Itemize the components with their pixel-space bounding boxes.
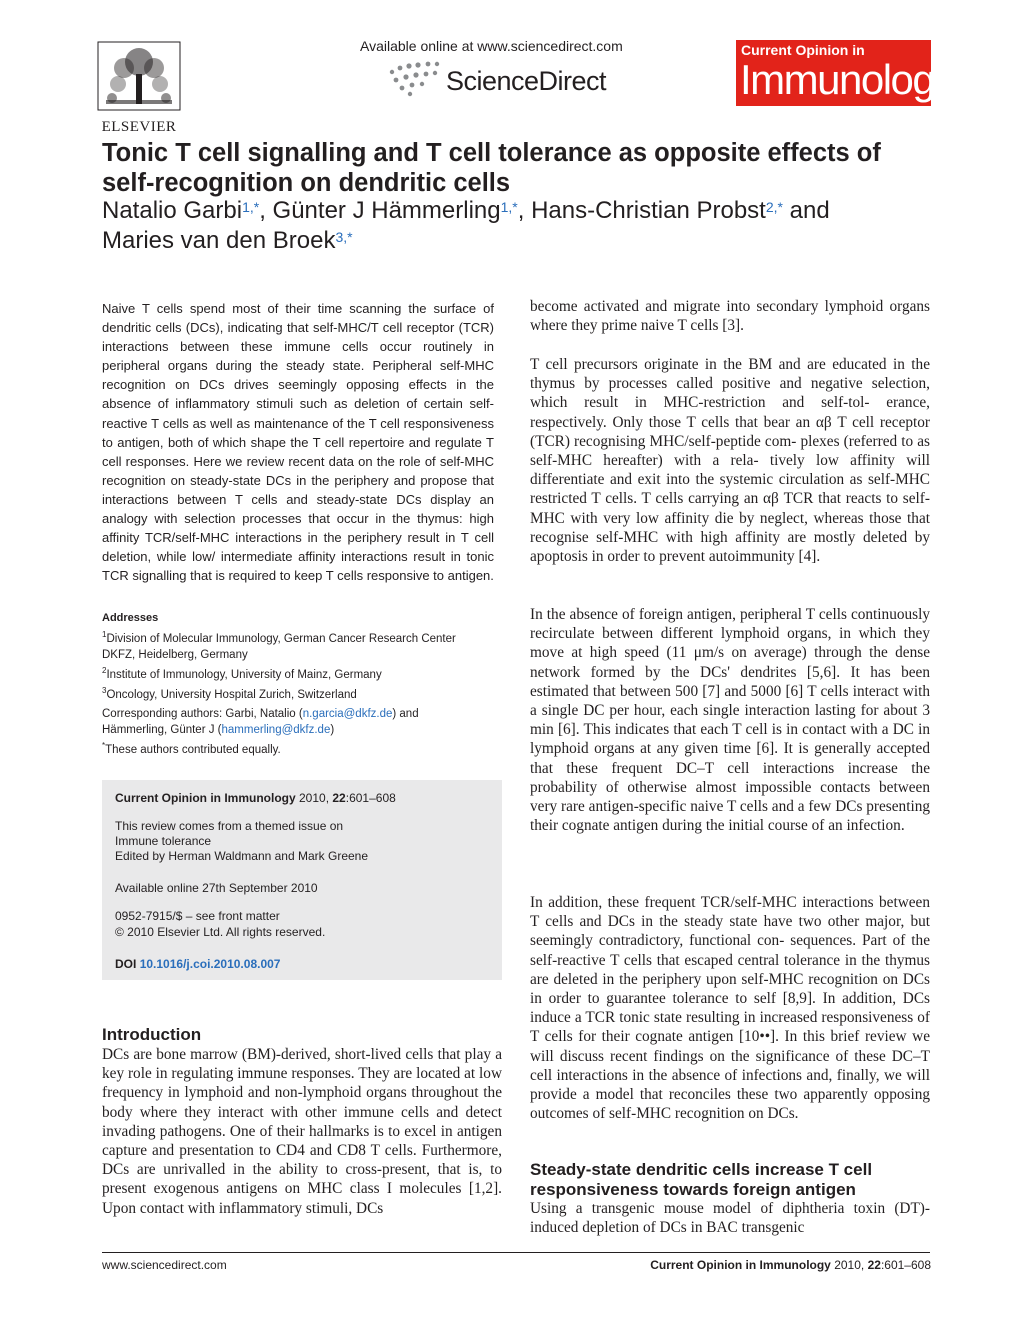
address-item bbox=[102, 647, 502, 663]
citation-year: 2010, bbox=[299, 791, 330, 805]
journal-name: Current Opinion in Immunology bbox=[115, 791, 296, 805]
footer-citation bbox=[600, 1258, 931, 1272]
address-text: Institute of Immunology, University of Mainz, Germany bbox=[106, 668, 382, 681]
corresp-text: ) bbox=[330, 724, 335, 736]
introduction-heading: Introduction bbox=[102, 1025, 202, 1044]
elsevier-tree-icon bbox=[96, 40, 182, 112]
citation-pages: :601–608 bbox=[345, 791, 396, 805]
body-paragraph: In the absence of foreign antigen, peripheral T cells continuously recirculate between different lymphoid organs, in which they move at high speed (11 μm/s on average) through the dense network formed by the DCs' dendrites [5,6]. It has been estimated that between 500 [7] and 5000 [6] T cells interact with a single DC per hour, each single interaction lasting for about 3 min [6]. This indicates that each T cell is in contact with a DC in lymphoid organs at any given time [6]. It is generally accepted that these frequent DC–T cell interactions increase the probability of otherwise almost impossible contacts between very rare antigen-specific naive T cells and a few DCs presenting their cognate antigen during the initial course of an infection. bbox=[530, 606, 930, 835]
author-name: Hans-Christian Probst bbox=[531, 197, 766, 224]
body-paragraph: In addition, these frequent TCR/self-MHC interactions between T cells and DCs in the steady state have two other major, but seemingly contradictory, functional con- sequences. Part of the self-reactive T cells that escaped central tolerance in the thymus are deleted in the periphery upon self-MHC recognition on DCs in order to guarantee tolerance to self [8,9]. In addition, DCs induce a TCR tonic state resulting in increased responsiveness of T cells for their cognate antigen [10••]. In this brief review we will discuss recent findings on the significance of these DC–T cell interactions in the absence of infections and, finally, we will provide a model that reconciles these two apparently opposing outcomes of self-MHC recognition on DCs. bbox=[530, 894, 930, 1123]
equal-contribution-note: These authors contributed equally. bbox=[105, 743, 281, 756]
corresponding-authors bbox=[102, 706, 502, 758]
article-info-box bbox=[102, 780, 502, 980]
journal-logo-line2: Immunology bbox=[740, 56, 954, 103]
journal-logo bbox=[736, 40, 954, 106]
address-number: 1 bbox=[102, 630, 107, 639]
email-link[interactable]: hammerling@dkfz.de bbox=[221, 724, 331, 736]
doi-link[interactable]: 10.1016/j.coi.2010.08.007 bbox=[139, 957, 281, 971]
address-text: Oncology, University Hospital Zurich, Switzerland bbox=[106, 688, 357, 701]
themed-issue-name: Immune tolerance bbox=[115, 834, 212, 848]
addresses-heading: Addresses bbox=[102, 612, 159, 624]
elsevier-wordmark: ELSEVIER bbox=[101, 119, 177, 135]
doi-label: DOI bbox=[115, 957, 137, 971]
citation-volume: 22 bbox=[332, 791, 346, 805]
themed-issue-line: This review comes from a themed issue on bbox=[115, 819, 344, 833]
address-item bbox=[102, 627, 502, 647]
corresp-text: ) and bbox=[392, 708, 419, 720]
footer-url[interactable]: www.sciencedirect.com bbox=[102, 1258, 227, 1272]
address-item bbox=[102, 663, 502, 683]
address-number: 2 bbox=[102, 665, 107, 675]
section-heading: Steady-state dendritic cells increase T cell responsiveness towards foreign antigen bbox=[530, 1160, 873, 1199]
section-text: Using a transgenic mouse model of diphtheria toxin (DT)-induced depletion of DCs in BAC transgenic bbox=[530, 1200, 930, 1237]
editors-line: Edited by Herman Waldmann and Mark Greene bbox=[115, 849, 369, 863]
address-number: 3 bbox=[102, 685, 107, 695]
doi-line bbox=[115, 957, 280, 973]
footer-volume: 22 bbox=[867, 1258, 881, 1272]
sciencedirect-wordmark: ScienceDirect bbox=[446, 66, 607, 96]
issn-line: 0952-7915/$ – see front matter bbox=[115, 909, 280, 923]
author-name: Günter J Hämmerling bbox=[272, 197, 501, 224]
copyright-line: © 2010 Elsevier Ltd. All rights reserved. bbox=[115, 925, 326, 939]
address-item bbox=[102, 683, 502, 703]
author-affiliation-marker[interactable]: 2,* bbox=[765, 199, 783, 215]
introduction-text: DCs are bone marrow (BM)-derived, short-lived cells that play a key role in regulating immune responses. They are located at low frequency in lymphoid and non-lymphoid organs throughout the body where they interact with other immune cells and detect invading pathogens. One of their hallmarks is to excel in antigen capture and presentation to CD4 and CD8 T cells. Furthermore, DCs are unrivalled in the ability to cross-present, that is, to present exogenous antigens on MHC class I molecules [1,2]. Upon contact with inflammatory stimuli, DCs bbox=[102, 1046, 502, 1217]
author-separator: , bbox=[259, 197, 273, 224]
sciencedirect-logo[interactable] bbox=[384, 58, 624, 102]
footer-journal: Current Opinion in Immunology bbox=[650, 1258, 831, 1272]
article-title: Tonic T cell signalling and T cell tolerance as opposite effects of self-recognition on dendritic cells bbox=[102, 139, 881, 197]
author-list bbox=[102, 196, 938, 256]
body-paragraph: T cell precursors originate in the BM and are educated in the thymus by processes called positive and negative selection, which result in MHC-restriction and self-tol- erance, respectively. Only those T cells that bear an αβ T cell receptor (TCR) recognising MHC/self-peptide com- plexes (referred to as self-MHC hereafter) with a rela- tively low affinity will differentiate and exit into the systemic circulation as self-MHC restricted T cells. T cells carrying an αβ TCR that reacts to self-MHC with very low affinity die by neglect, whereas those that recognise self-MHC with high affinity are mostly deleted by apoptosis in order to prevent autoimmunity [4]. bbox=[530, 356, 930, 566]
author-separator: and bbox=[782, 197, 830, 224]
abstract: Naive T cells spend most of their time scanning the surface of dendritic cells (DCs), indicating that self-MHC/T cell receptor (TCR) interactions between these immune cells occur routinely in peripheral organs during the steady state. Peripheral self-MHC recognition on DCs drives seemingly opposing effects in the absence of inflammatory stimuli such as deletion of certain self-reactive T cells as well as maintenance of the T cell responsiveness to antigen, both of which shape the T cell repertoire and regulate T cell responses. Here we review recent data on the role of self-MHC recognition on steady-state DCs in the periphery and propose that interactions between T cells and steady-state DCs display an analogy with selection processes that occur in the thymus: high affinity TCR/self-MHC interactions in the periphery result in T cell deletion, while low/ intermediate affinity interactions result in tonic TCR signalling that is required to keep T cells responsive to antigen. bbox=[102, 301, 494, 584]
addresses-list bbox=[102, 627, 502, 702]
footer-year: 2010, bbox=[834, 1258, 865, 1272]
journal-logo-line1: Current Opinion in bbox=[741, 42, 865, 58]
elsevier-logo bbox=[96, 40, 182, 135]
sciencedirect-dots-icon bbox=[384, 58, 444, 102]
body-paragraph: become activated and migrate into secondary lymphoid organs where they prime naive T cells [3]. bbox=[530, 298, 930, 335]
address-text: DKFZ, Heidelberg, Germany bbox=[102, 648, 248, 661]
email-link[interactable]: n.garcia@dkfz.de bbox=[302, 708, 393, 720]
available-online-date: Available online 27th September 2010 bbox=[115, 881, 318, 895]
footer-pages: :601–608 bbox=[880, 1258, 931, 1272]
corresp-text: Corresponding authors: Garbi, Natalio ( bbox=[102, 708, 303, 720]
author-affiliation-marker[interactable]: 3,* bbox=[335, 229, 353, 245]
corresp-text: Hämmerling, Günter J ( bbox=[102, 724, 222, 736]
author-name: Natalio Garbi bbox=[102, 197, 243, 224]
address-text: Division of Molecular Immunology, German Cancer Research Center bbox=[106, 632, 456, 645]
equal-contribution-marker: * bbox=[102, 741, 106, 750]
footer-divider bbox=[102, 1252, 930, 1253]
author-affiliation-marker[interactable]: 1,* bbox=[242, 199, 260, 215]
citation-line bbox=[115, 791, 396, 807]
author-affiliation-marker[interactable]: 1,* bbox=[500, 199, 518, 215]
available-online-top: Available online at www.sciencedirect.com bbox=[360, 38, 623, 54]
author-name: Maries van den Broek bbox=[102, 227, 336, 254]
author-separator: , bbox=[517, 197, 532, 224]
